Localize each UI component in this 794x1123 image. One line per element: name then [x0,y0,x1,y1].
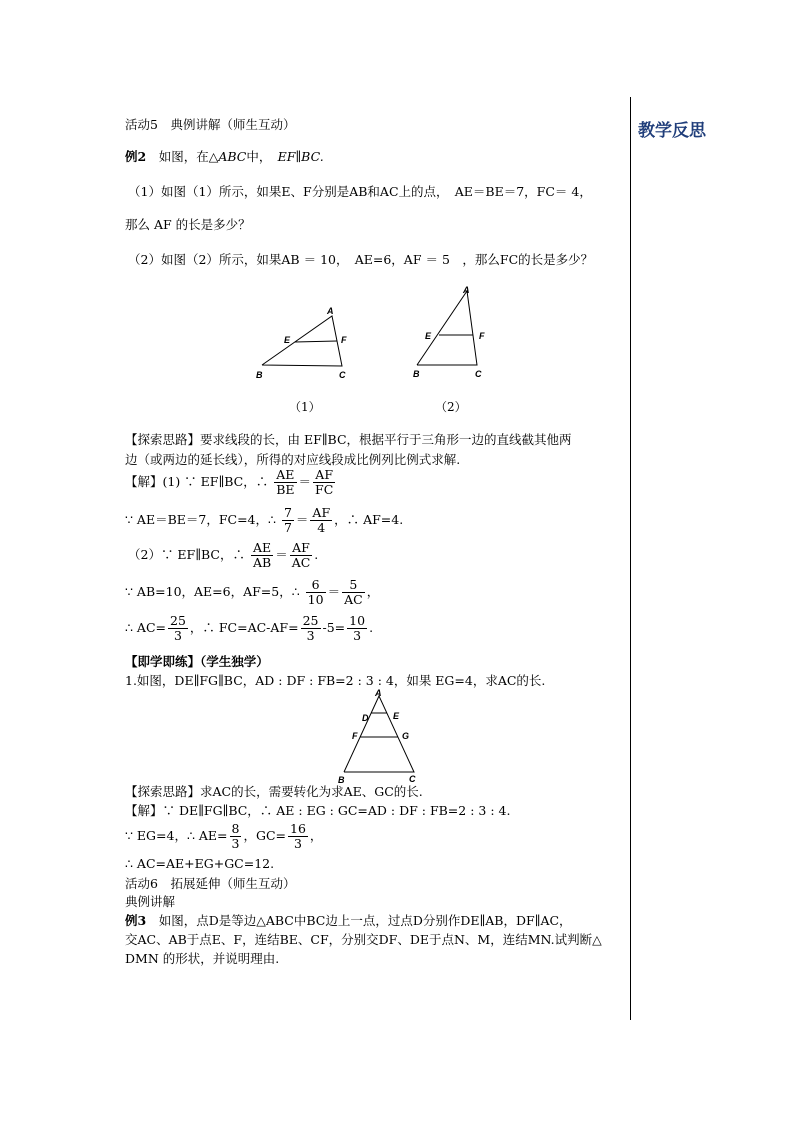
sol2-l3-frac-a: $\frac{AE}{AB}$ [252,540,272,570]
fig3-label-f: F [352,731,358,741]
example3-line2: 交AC、AB于点E、F，连结BE、CF，分别交DF、DE于点N、M，连结MN.试判断△ [125,932,602,947]
sol2-l2-prefix: ∵ AE＝BE＝7，FC=4，∴ [125,511,276,527]
activity6-title: 活动6 拓展延伸（师生互动） [125,876,296,891]
example2-stem-b: ABC [218,149,247,164]
solution2-line4: ∵ AB=10，AE=6，AF=5，∴ $\frac{6}{10}$ ＝ $\frac{5}{AC}$ ， [125,577,380,607]
fig3-label-e: E [393,711,400,721]
example2-q1-line1: （1）如图（1）所示，如果E、F分别是AB和AC上的点， AE＝BE＝7，FC＝ 4， [128,184,592,199]
figure-2 [405,283,495,383]
fig2-label-b: B [413,369,420,379]
fig1-label-e: E [284,335,291,345]
sol2-l5-frac-a: $\frac{25}{3}$ [170,613,186,643]
example2-idea-line1: 【探索思路】要求线段的长，由 EF∥BC，根据平行于三角形一边的直线截其他两 [125,432,572,447]
example2-q2: （2）如图（2）所示，如果AB ＝ 10， AE=6，AF ＝ 5 ，那么FC的长是多少？ [128,252,594,267]
solution2-line5: ∴ AC= $\frac{25}{3}$ ，∴ FC=AC-AF= $\frac{25}{3}$ -5= $\frac{10}{3}$ . [125,613,374,643]
sol2-l2-frac-a: $\frac{7}{7}$ [283,505,292,535]
fig3-label-b: B [338,775,345,785]
sol3-l2-frac-a: $\frac{8}{3}$ [231,821,240,851]
practice-idea: 【探索思路】求AC的长，需要转化为求AE、GC的长. [125,784,423,799]
sol2-l5-frac-b: $\frac{25}{3}$ [302,613,319,643]
sol2-l1-frac-b: $\frac{AF}{FC}$ [315,467,334,497]
sol2-l5-frac-c: $\frac{10}{3}$ [349,613,366,643]
activity6-subtitle: 典例讲解 [125,894,176,909]
sol2-l5-prefix: ∴ AC= [125,619,166,635]
example3-label: 例3 [125,913,147,928]
sol2-l1-frac-a: $\frac{AE}{BE}$ [276,467,295,497]
example2-stem-c: 中， [246,149,278,164]
fig3-label-d: D [362,713,369,723]
fig1-label-b: B [256,370,263,380]
example2-stem-d: EF∥BC. [277,149,324,164]
practice-solution-line3: ∴ AC=AE+EG+GC=12. [125,856,275,871]
practice-question1: 1.如图，DE∥FG∥BC，AD : DF : FB=2 : 3 : 4，如果 EG=4，求AC的长. [125,673,546,688]
activity5-title: 活动5 典例讲解（师生互动） [125,117,296,132]
sol2-l3-frac-b: $\frac{AF}{AC}$ [291,540,311,570]
fig2-label-a: A [463,285,470,295]
sol2-l4-frac-b: $\frac{5}{AC}$ [344,577,363,607]
example3-line1 [125,911,572,929]
example2-stem [125,147,324,165]
example2-label: 例2 [125,149,147,164]
example3-text1: 如图，点D是等边△ABC中BC边上一点，过点D分别作DE∥AB，DF∥AC， [146,913,572,928]
solution2-line2: ∵ AE＝BE＝7，FC=4，∴ $\frac{7}{7}$ ＝ $\frac{AF}{4}$ ，∴ AF=4. [125,505,404,535]
fig1-label-c: C [339,370,346,380]
figure-2-caption: （2） [435,400,467,414]
sol2-l2-frac-b: $\frac{AF}{4}$ [312,505,331,535]
sol2-l3-prefix: （2）∵ EF∥BC，∴ [128,546,245,562]
fig3-label-c: C [409,774,416,784]
solution2-line3: （2）∵ EF∥BC，∴ $\frac{AE}{AB}$ ＝ $\frac{AF}{AC}$ . [128,540,319,570]
margin-divider [630,97,631,1020]
figure-1-caption: （1） [289,400,321,414]
fig1-label-f: F [341,335,347,345]
example2-q1-line2: 那么 AF 的长是多少？ [125,217,251,232]
fig1-label-a: A [327,306,334,316]
teaching-reflection-title: 教学反思 [638,121,706,141]
practice-solution-line2: ∵ EG=4，∴ AE= $\frac{8}{3}$ ，GC= $\frac{16}{3}$ ， [125,821,323,851]
example3-line3: DMN 的形状，并说明理由. [125,951,280,966]
figure-1 [250,300,360,385]
practice-title: 【即学即练】（学生独学） [125,654,269,669]
fig2-label-e: E [425,331,432,341]
practice-solution-line1: 【解】∵ DE∥FG∥BC，∴ AE : EG : GC=AD : DF : FB=2 : 3 : 4. [125,803,511,818]
fig2-label-f: F [479,331,485,341]
fig2-label-c: C [475,369,482,379]
solution2-line1: 【解】(1) ∵ EF∥BC，∴ $\frac{AE}{BE}$ ＝ $\frac{AF}{FC}$ [125,467,334,497]
example2-idea-line2: 边（或两边的延长线），所得的对应线段成比例列比例式求解. [125,452,461,467]
example2-stem-a: 如图，在△ [146,149,219,164]
sol2-l4-prefix: ∵ AB=10，AE=6，AF=5，∴ [125,583,300,599]
sol3-l2-frac-b: $\frac{16}{3}$ [290,821,306,851]
sol2-l1-prefix: 【解】(1) ∵ EF∥BC，∴ [125,473,269,489]
sol3-l2-prefix: ∵ EG=4，∴ AE= [125,827,228,843]
figure-3 [330,688,425,786]
fig3-label-g: G [402,731,410,741]
sol2-l4-frac-a: $\frac{6}{10}$ [307,577,324,607]
fig3-label-a: A [375,688,382,698]
